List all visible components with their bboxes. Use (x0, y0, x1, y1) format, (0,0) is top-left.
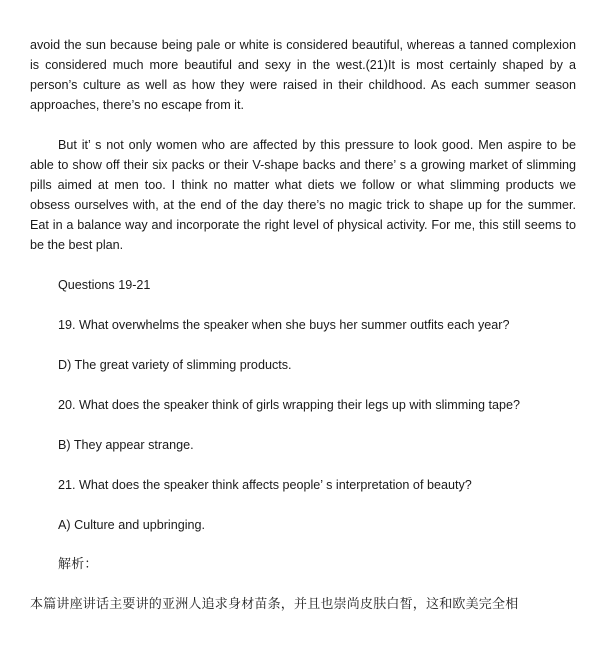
analysis-text: 本篇讲座讲话主要讲的亚洲人追求身材苗条，并且也崇尚皮肤白皙，这和欧美完全相 (30, 597, 519, 612)
answer-19: D) The great variety of slimming products. (58, 358, 292, 372)
questions-heading: Questions 19-21 (58, 278, 151, 292)
paragraph-line: obsess ourselves with, at the end of the day there’s no magic trick to shape up for the summer. (30, 198, 576, 212)
analysis-label: 解析： (58, 557, 98, 572)
paragraph-line: approaches, there’s no escape from it. (30, 98, 244, 112)
answer-20: B) They appear strange. (58, 438, 194, 452)
paragraph-line: able to show off their six packs or their V-shape backs and there’ s a growing market of slimming (30, 158, 576, 172)
paragraph-line: is considered much more beautiful and sexy in the west.(21)It is most certainly shaped by a (30, 58, 576, 72)
paragraph-1 (30, 35, 576, 115)
paragraph-line: person’s culture as well as how they were raised in their childhood. As each summer season (30, 78, 576, 92)
paragraph-2 (30, 135, 576, 255)
paragraph-line: Eat in a balance way and incorporate the right level of physical activity. For me, this still seems to (30, 218, 576, 232)
paragraph-line: pills aimed at men too. I think no matter what diets we follow or what slimming products we (30, 178, 576, 192)
question-20: 20. What does the speaker think of girls wrapping their legs up with slimming tape? (58, 398, 521, 412)
question-21: 21. What does the speaker think affects people’ s interpretation of beauty? (58, 478, 472, 492)
paragraph-line: avoid the sun because being pale or white is considered beautiful, whereas a tanned complexion (30, 38, 576, 52)
paragraph-line: But it’ s not only women who are affected by this pressure to look good. Men aspire to be (58, 138, 576, 152)
answer-21: A) Culture and upbringing. (58, 518, 206, 532)
paragraph-line: be the best plan. (30, 238, 124, 252)
question-19: 19. What overwhelms the speaker when she buys her summer outfits each year? (58, 318, 510, 332)
